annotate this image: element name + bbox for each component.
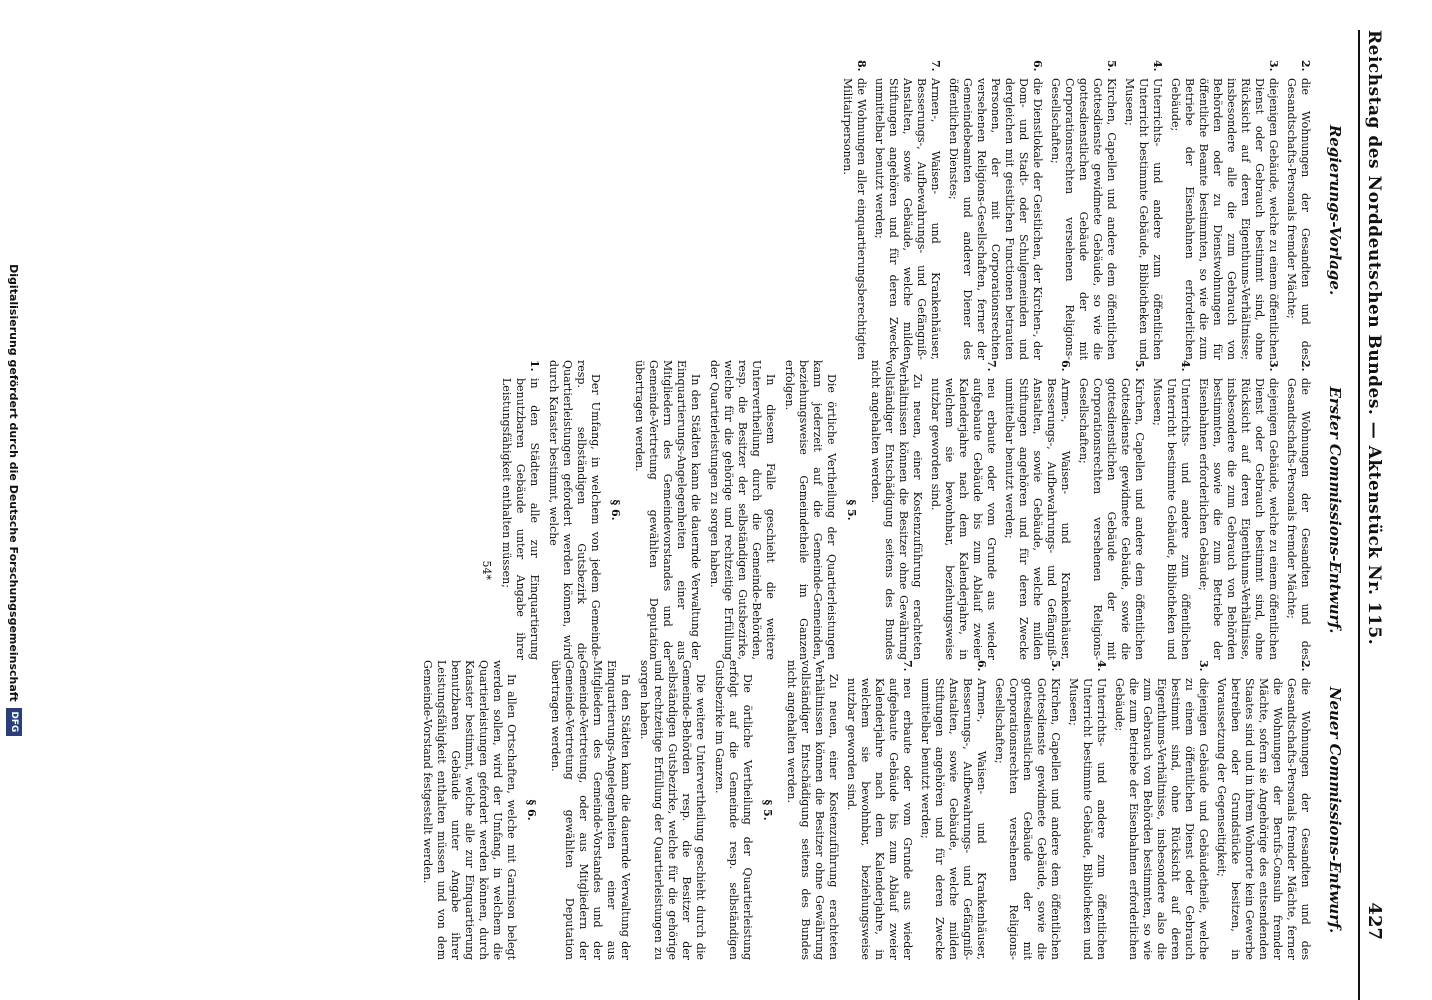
footer-text: Digitalisierung gefördert durch die Deutsche Forschungsgemeinschaft bbox=[7, 264, 21, 702]
list-item bbox=[1112, 660, 1210, 960]
item-number: 5. bbox=[1049, 660, 1062, 672]
page-number: 427 bbox=[1364, 902, 1385, 940]
paragraph: Der Umfang, in welchem von jedem Gemeinde- resp. selbständigen Gutsbezirk die Quartierleistungen gefordert werden können, wird durch Kataster bestimmt, welche bbox=[547, 360, 602, 660]
list-item bbox=[1214, 660, 1312, 960]
item-text: Kirchen, Capellen und andere dem öffentlichen Gottesdienste gewidmete Gebäude, sowie die gottesdienstlichen Gebäude der mit Corporationsrechten versehenen Religions-Gesellschaften; bbox=[993, 678, 1062, 960]
item-text: die Wohnungen der Gesandten und des Gesandtschafts-Personals fremder Mächte, ferner die Wohnungen der Berufs-Consuln fremder Mächte, sofern sie Angehörige des entsendenden Staates sind und in ihrem Wohnorte kein Gewerbe betreiben oder Grundstücke besitzen, in Voraussetzung der Gegenseitigkeit; bbox=[1215, 678, 1312, 960]
item-number: 3. bbox=[1267, 360, 1280, 372]
list-item bbox=[1076, 360, 1146, 660]
item-text: Armen-, Waisen- und Krankenhäuser, Besserungs-, Aufbewahrungs- und Gefängniß-Anstalten, sowie Gebäude, welche milden Stiftungen angehören und für deren Zwecke unmittelbar benutzt werden; bbox=[919, 678, 988, 960]
column-title: Neuer Commissions-Entwurf. bbox=[1326, 686, 1344, 934]
item-text: diejenigen Gebäude und Gebäudetheile, welche zu einem öffentlichen Dienst oder Gebrauch bestimmt sind, ohne Rücksicht auf deren Eigenthums-Verhältnisse, insbesondere also die zum Gebrauch von Behörden bestimmten, so wie die zum Betriebe der Eisenbahnen erforderlichen Gebäude; bbox=[1113, 678, 1210, 960]
item-number: 5. bbox=[1105, 60, 1118, 72]
item-number: 8. bbox=[855, 60, 868, 72]
list-item bbox=[1150, 360, 1192, 660]
paragraph: In den Städten kann die dauernde Verwaltung der Einquartierungs-Angelegenheiten einer aus Mitgliedern des Gemeindevorstandes und der Gemeinde-Vertretung gewählten Deputation übertragen werden. bbox=[633, 360, 702, 660]
page-footer bbox=[0, 0, 28, 1000]
column-extras bbox=[499, 360, 924, 660]
item-number: 2. bbox=[1299, 60, 1312, 72]
item-number: 5. bbox=[1133, 360, 1146, 372]
item-number: 4. bbox=[1179, 360, 1192, 372]
item-text: Unterrichts- und andere zum öffentlichen Unterricht bestimmte Gebäude, Bibliotheken und Museen; bbox=[1067, 678, 1108, 960]
item-text: die Wohnungen aller einquartierungsberechtigten Militairpersonen. bbox=[841, 78, 868, 360]
item-number: 2. bbox=[1299, 660, 1312, 672]
list-item bbox=[1048, 60, 1118, 360]
column-items bbox=[840, 60, 1312, 360]
list-item bbox=[1002, 360, 1072, 660]
column-title: Regierungs-Vorlage. bbox=[1326, 124, 1344, 296]
column-items bbox=[928, 360, 1312, 660]
list-item bbox=[1122, 60, 1164, 360]
column-erster-entwurf bbox=[479, 360, 1342, 660]
list-item bbox=[840, 60, 868, 360]
list-item bbox=[1066, 660, 1108, 960]
paragraph: Die weitere Untervertheilung geschieht durch die Gemeinde-Behörden resp. die Besitzer der selbständigen Gutsbezirke, welche für die gehörige und rechtzeitige Erfüllung der Quartierleistungen zu sorgen haben. bbox=[638, 660, 707, 960]
item-number: 7. bbox=[929, 60, 942, 72]
item-number: 7. bbox=[901, 660, 914, 672]
paragraph: Die örtliche Vertheilung der Quartierleistungen kann jederzeit auf die Gemeinde-Gemeinden, beziehungsweise Gemeindetheile im Ganzen erfolgen. bbox=[783, 360, 838, 660]
item-number: 2. bbox=[1299, 360, 1312, 372]
item-number: 6. bbox=[975, 660, 988, 672]
item-text: Kirchen, Capellen und andere dem öffentlichen Gottesdienste gewidmete Gebäude, so wie die gottesdienstlichen Gebäude der mit Corporationsrechten versehenen Religions-Gesellschaften; bbox=[1049, 78, 1118, 360]
item-text: diejenigen Gebäude, welche zu einem öffentlichen Dienst oder Gebrauch bestimmt sind, ohne Rücksicht auf deren Eigenthums-Verhältnisse; insbesondere alle die zum Gebrauch von Behörden oder zu Dienstwohnungen für öffentliche Beamte bestimmten, so wie die zum Betriebe der Eisenbahnen erforderlichen Gebäude; bbox=[1169, 78, 1280, 360]
header-title: Reichstag des Norddeutschen Bundes. — Aktenstück Nr. 115. bbox=[1364, 30, 1384, 646]
list-item bbox=[992, 660, 1062, 960]
list-item bbox=[844, 660, 914, 960]
item-number: 6. bbox=[1059, 360, 1072, 372]
item-text: Unterrichts- und andere zum öffentlichen Unterricht bestimmte Gebäude, Bibliotheken und Museen; bbox=[1123, 78, 1164, 360]
list-item bbox=[1196, 360, 1280, 660]
item-number: 1. bbox=[528, 360, 541, 372]
dfg-logo-icon: DFG bbox=[6, 708, 22, 736]
section-heading: § 5. bbox=[761, 799, 774, 821]
item-text: die Wohnungen der Gesandten und des Gesandtschafts-Personals fremder Mächte; bbox=[1285, 378, 1312, 660]
item-text: diejenigen Gebäude, welche zu einem öffentlichen Dienst oder Gebrauch bestimmt sind, ohne Rücksicht auf deren Eigenthums-Verhältnisse, insbesondere die zum Gebrauch von Behörden bestimmten, sowie die zum Betriebe der Eisenbahnen erforderlichen Gebäude; bbox=[1197, 378, 1280, 660]
item-text: in den Städten alle zur Einquartierung benutzbaren Gebäude unter Angabe ihrer Leistungsfähigkeit enthalten müssen; bbox=[500, 378, 541, 660]
column-extras bbox=[420, 660, 840, 960]
list-item bbox=[918, 660, 988, 960]
item-number: 4. bbox=[1095, 660, 1108, 672]
item-number: 4. bbox=[1151, 60, 1164, 72]
column-regierungs-vorlage bbox=[836, 60, 1342, 360]
paragraph: In diesem Falle geschieht die weitere Untervertheilung durch die Gemeinde-Behörden, resp. die Besitzer der selbständigen Gutsbezirke, welche für die gehörige und rechtzeitige Erfüllung der Quartierleistungen zu sorgen haben. bbox=[708, 360, 777, 660]
column-neuer-entwurf bbox=[415, 660, 1342, 960]
list-item bbox=[928, 360, 998, 660]
column-items bbox=[844, 660, 1312, 960]
column-title: Erster Commissions-Entwurf. bbox=[1326, 386, 1344, 634]
item-text: neu erbaute oder vom Grunde aus wieder aufgebaute Gebäude bis zum Ablauf zweier Kalenderjahre nach dem Kalenderjahre, in welchem sie bewohnbar, beziehungsweise nutzbar geworden sind. bbox=[845, 678, 914, 960]
item-text: die Wohnungen der Gesandten und des Gesandtschafts-Personals fremder Mächte; bbox=[1285, 78, 1312, 360]
item-number: 6. bbox=[1031, 60, 1044, 72]
signature-mark: 54* bbox=[480, 560, 493, 580]
section-heading: § 5. bbox=[845, 499, 858, 521]
paragraph: Die örtliche Vertheilung der Quartierleistung erfolgt auf die Gemeinde resp. selbständigen Gutsbezirke im Ganzen. bbox=[713, 660, 754, 960]
item-text: Kirchen, Capellen und andere dem öffentlichen Gottesdienste gewidmete Gebäude, sowie die gottesdienstlichen Gebäude der mit Corporationsrechten versehenen Religions-Gesellschaften; bbox=[1077, 378, 1146, 660]
item-text: Armen-, Waisen- und Krankenhäuser, Besserungs-, Aufbewahrungs- und Gefängniß-Anstalten, sowie Gebäude, welche milden Stiftungen angehören und für deren Zwecke unmittelbar benutzt werden; bbox=[873, 78, 942, 360]
item-text: die Dienstlokale der Geistlichen, der Kirchen-, der Dom- und Stadt- oder Schulgemeinden und dergleichen mit geistlichen Functionen betrauten Personen, der mit Corporationsrechten versehenen Religions-Gesellschaften, ferner der Gemeindebeamten und anderer Diener des öffentlichen Dienstes; bbox=[947, 78, 1044, 360]
paragraph: In allen Ortschaften, welche mit Garnison belegt werden sollen, wird der Umfang, in welchem die Quartierleistungen gefordert werden können, durch Kataster bestimmt, welche alle zur Einquartierung benutzbaren Gebäude unter Angabe ihrer Leistungsfähigkeit enthalten müssen und von dem Gemeinde-Vorstand festgestellt werden. bbox=[421, 660, 518, 960]
list-item bbox=[1168, 60, 1280, 360]
paragraph: Zu neuen, einer Kostenzuführung erachteten Verhältnissen können die Besitzer ohne Gewährung vollständiger Entschädigung seitens des Bundes nicht angehalten werden. bbox=[785, 660, 840, 960]
item-number: 3. bbox=[1197, 660, 1210, 672]
item-number: 7. bbox=[985, 360, 998, 372]
section-heading: § 6. bbox=[525, 799, 538, 821]
list-item bbox=[872, 60, 942, 360]
list-item bbox=[1284, 60, 1312, 360]
item-text: Armen-, Waisen- und Krankenhäuser, Besserungs-, Aufbewahrungs- und Gefängniß-Anstalten, sowie Gebäude, welche milden Stiftungen angehören und für deren Zwecke unmittelbar benutzt werden; bbox=[1003, 378, 1072, 660]
section-heading: § 6. bbox=[609, 499, 622, 521]
item-text: neu erbaute oder vom Grunde aus wieder aufgebaute Gebäude bis zum Ablauf zweier Kalenderjahre nach dem Kalenderjahre, in welchem sie bewohnbar, beziehungsweise nutzbar geworden sind. bbox=[929, 378, 998, 660]
list-item bbox=[499, 360, 541, 660]
item-number: 3. bbox=[1267, 60, 1280, 72]
page-header bbox=[1358, 30, 1408, 1000]
list-item bbox=[946, 60, 1044, 360]
item-text: Unterrichts- und andere zum öffentlichen Unterricht bestimmte Gebäude, Bibliotheken und Museen; bbox=[1151, 378, 1192, 660]
paragraph: Zu neuen, einer Kostenzuführung erachteten Verhältnissen können die Besitzer ohne Gewährung vollständiger Entschädigung seitens des Bundes nicht angehalten werden. bbox=[869, 360, 924, 660]
paragraph: In den Städten kann die dauernde Verwaltung der Einquartierungs-Angelegenheiten einer aus Mitgliedern des Gemeinde-Vorstandes und der Gemeinde-Vertretung, oder aus Mitgliedern der Gemeinde-Vertretung gewählten Deputation übertragen werden. bbox=[549, 660, 632, 960]
list-item bbox=[1284, 360, 1312, 660]
